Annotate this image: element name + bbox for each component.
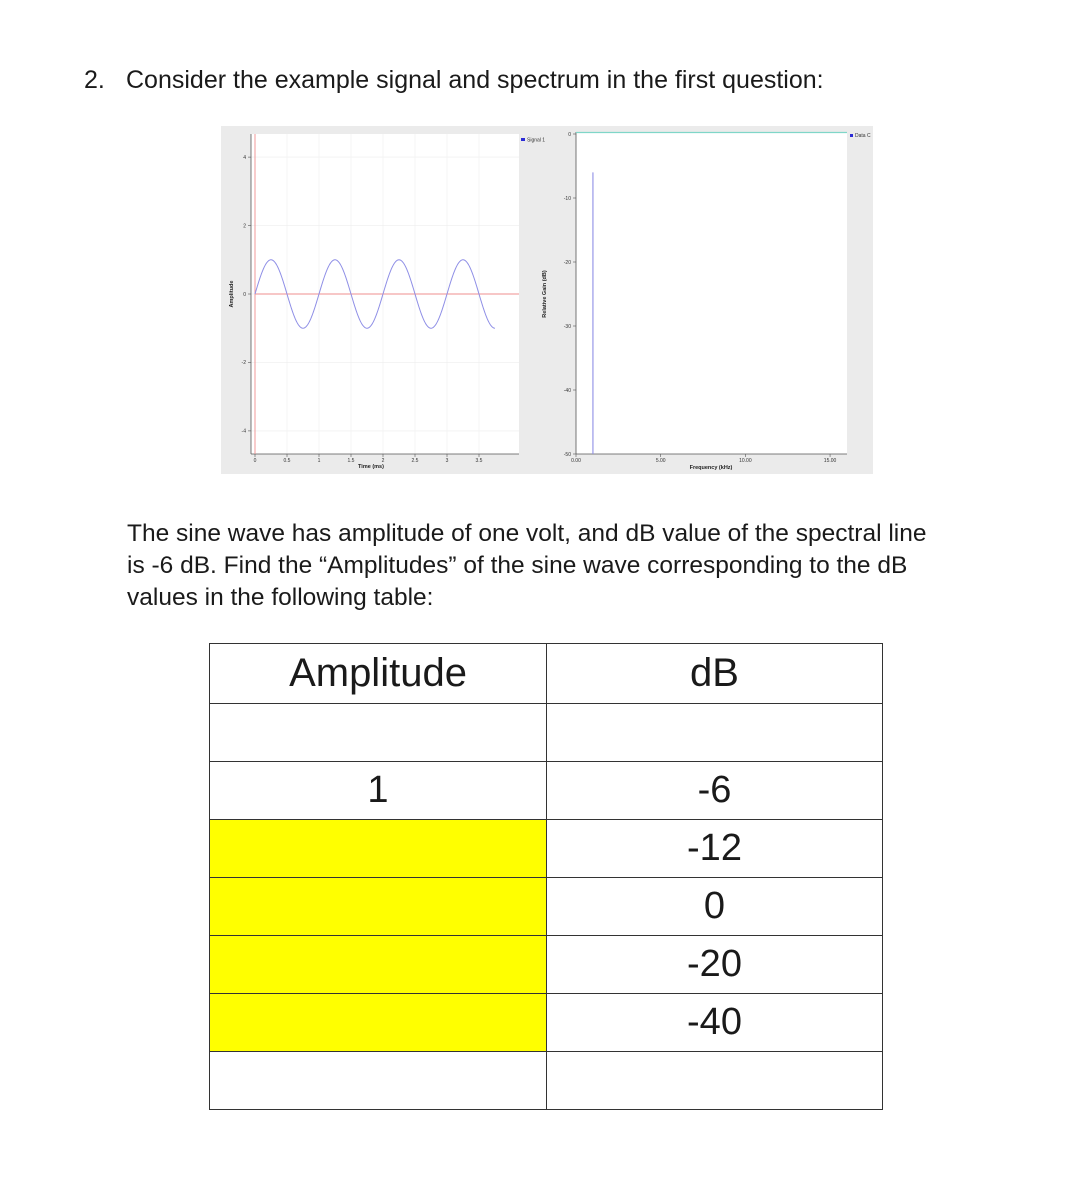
spectrum-plot-area [576,132,847,454]
spectrum-x-tick-label: 10.00 [739,458,752,464]
signal-y-tick-label: -2 [241,360,246,367]
signal-ylabel: Amplitude [229,280,235,308]
signal-spectrum-figure [221,126,873,474]
amplitude-cell[interactable] [210,704,547,762]
question-heading [84,66,824,95]
spectrum-y-tick-label: -40 [563,387,571,394]
spectrum-y-tick-label: -30 [563,323,571,330]
question-number: 2. [84,66,105,94]
signal-x-tick-label: 3.5 [475,458,483,464]
amplitude-answer-cell[interactable] [210,820,547,878]
db-cell: -40 [547,994,883,1052]
spectrum-legend: Data C [855,133,871,139]
signal-legend-swatch [521,138,525,141]
signal-x-tick-label: 1 [317,458,321,464]
amplitude-cell: 1 [210,762,547,820]
signal-xlabel: Time (ms) [358,464,384,470]
db-cell: 0 [547,878,883,936]
question-paragraph [127,518,1047,614]
spectrum-legend-swatch [850,134,853,137]
amplitude-answer-cell[interactable] [210,936,547,994]
table-header-row [210,644,883,704]
table-row [210,704,883,762]
paragraph-line: values in the following table: [127,584,434,611]
spectrum-ylabel: Relative Gain (dB) [542,270,548,318]
question-heading-text: Consider the example signal and spectrum in the first question: [126,66,824,94]
spectrum-y-ticks [564,132,576,458]
spectrum-plot [542,132,871,471]
signal-y-tick-label: -4 [241,428,246,435]
signal-x-tick-label: 0 [253,458,257,464]
table-row [210,878,883,936]
db-cell: -12 [547,820,883,878]
signal-x-tick-label: 2.5 [411,458,419,464]
spectrum-y-tick-label: -20 [563,259,571,266]
figure-svg [221,126,873,474]
signal-x-tick-label: 1.5 [347,458,355,464]
signal-x-tick-label: 0.5 [283,458,291,464]
table-row [210,762,883,820]
signal-y-ticks [242,155,251,435]
signal-x-tick-label: 3 [445,458,449,464]
signal-x-tick-label: 2 [381,458,385,464]
amplitude-answer-cell[interactable] [210,994,547,1052]
signal-plot [229,134,545,470]
spectrum-y-tick-label: 0 [568,131,571,138]
spectrum-y-tick-label: -50 [563,451,571,458]
spectrum-x-ticks [571,454,836,464]
db-cell: -6 [547,762,883,820]
signal-y-tick-label: 4 [243,154,246,161]
amplitude-cell[interactable] [210,1052,547,1110]
table-row [210,936,883,994]
amplitude-db-table [209,643,883,1110]
db-cell [547,1052,883,1110]
table-row [210,1052,883,1110]
paragraph-line: The sine wave has amplitude of one volt, and dB value of the spectral line [127,520,927,547]
signal-y-tick-label: 2 [243,223,246,230]
spectrum-x-tick-label: 15.00 [823,458,837,464]
header-db: dB [547,644,883,704]
header-amplitude: Amplitude [210,644,547,704]
signal-legend: Signal 1 [527,137,546,144]
spectrum-xlabel: Frequency (kHz) [689,465,733,471]
db-cell: -20 [547,936,883,994]
amplitude-answer-cell[interactable] [210,878,547,936]
table-row [210,994,883,1052]
table-row [210,820,883,878]
signal-y-tick-label: 0 [243,291,246,298]
paragraph-line: is -6 dB. Find the “Amplitudes” of the sine wave corresponding to the dB [127,552,908,579]
spectrum-y-tick-label: -10 [563,195,571,202]
db-cell [547,704,883,762]
spectrum-x-tick-label: 0.00 [571,458,581,464]
signal-x-ticks [254,454,483,464]
spectrum-x-tick-label: 5.00 [655,458,666,464]
